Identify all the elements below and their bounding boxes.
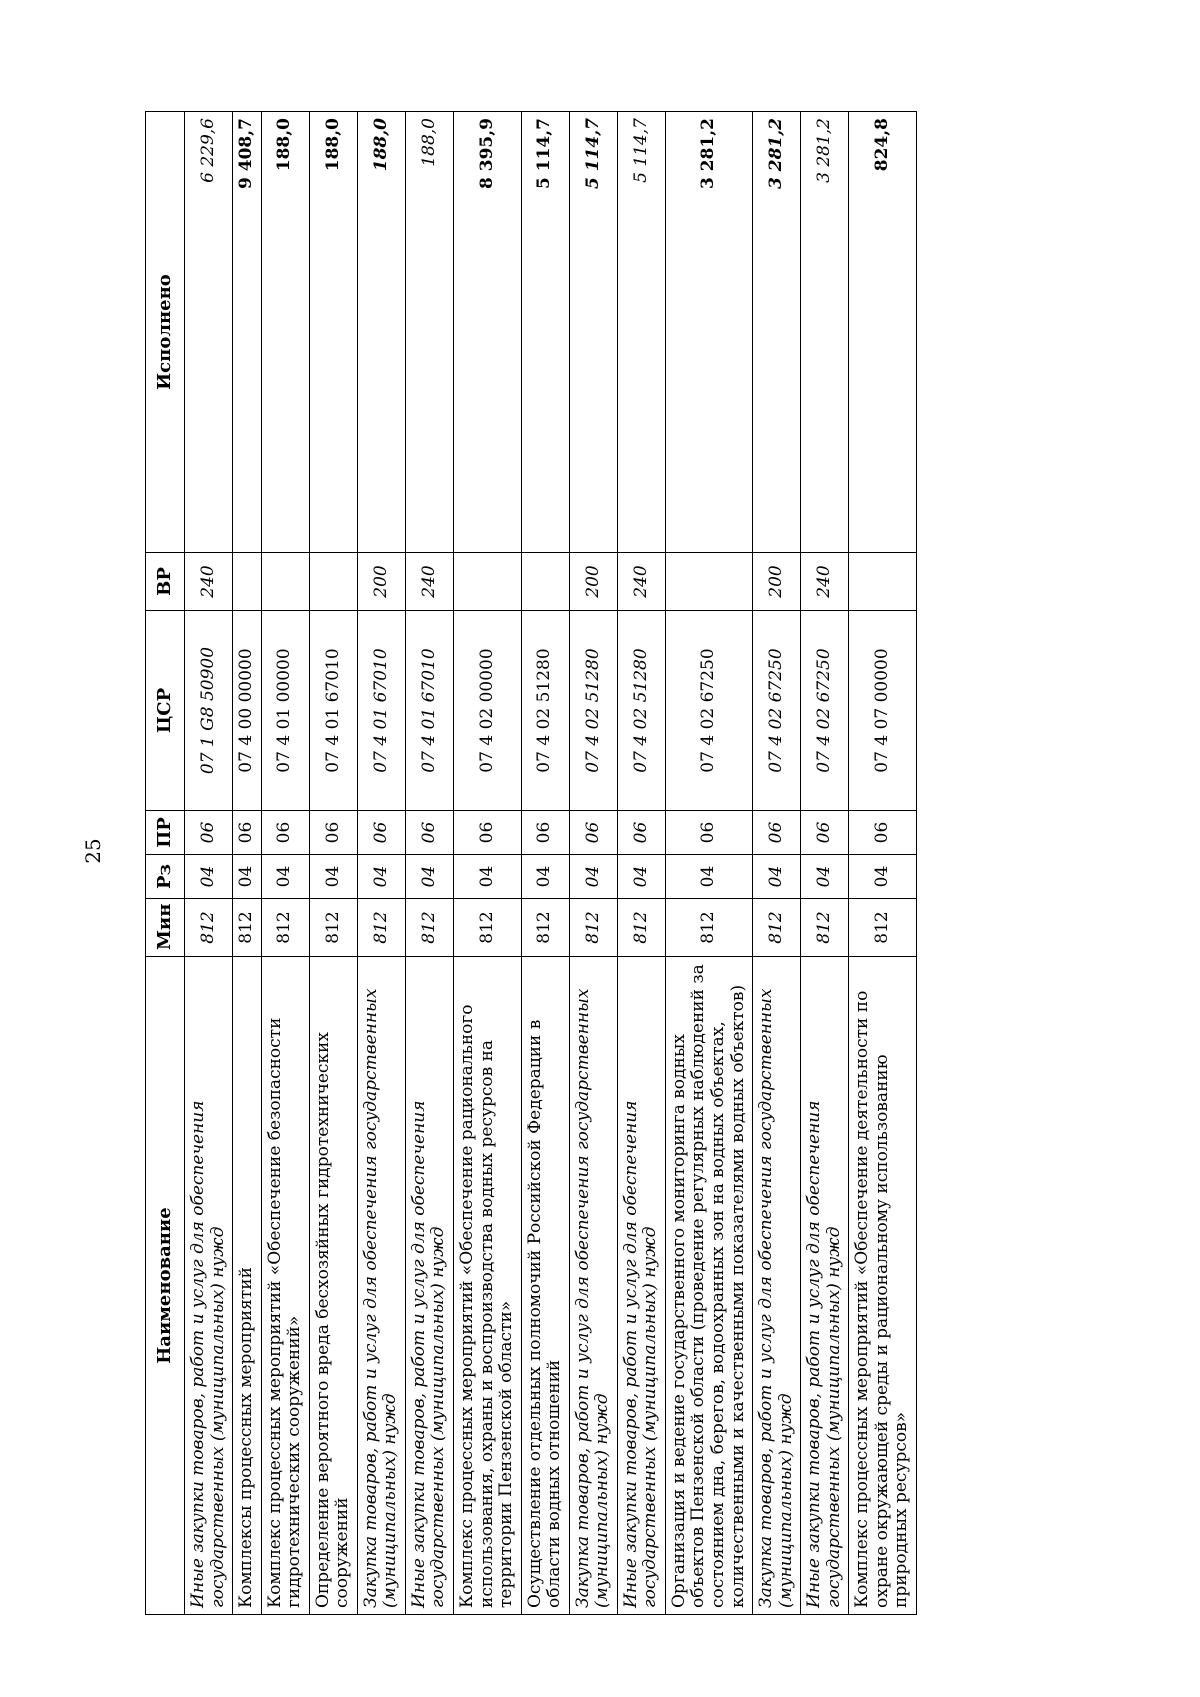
header-name: Наименование	[146, 957, 185, 1615]
cell-name: Осуществление отдельных полномочий Российской Федерации в области водных отношений	[521, 957, 569, 1615]
cell-pr: 06	[405, 811, 453, 855]
cell-csr: 07 4 02 00000	[454, 611, 522, 811]
cell-rz: 04	[801, 855, 849, 899]
cell-csr: 07 4 02 51280	[521, 611, 569, 811]
cell-min: 812	[233, 899, 262, 957]
cell-pr: 06	[233, 811, 262, 855]
cell-pr: 06	[261, 811, 309, 855]
cell-exec: 3 281,2	[665, 112, 752, 553]
cell-vr: 240	[801, 553, 849, 611]
table-row	[454, 112, 522, 1615]
cell-rz: 04	[233, 855, 262, 899]
cell-pr: 06	[521, 811, 569, 855]
cell-min: 812	[753, 899, 801, 957]
cell-csr: 07 4 01 67010	[309, 611, 357, 811]
cell-min: 812	[521, 899, 569, 957]
cell-name: Закупка товаров, работ и услуг для обеспечения государственных (муниципальных) нужд	[753, 957, 801, 1615]
cell-csr: 07 4 02 67250	[665, 611, 752, 811]
cell-exec: 188,0	[405, 112, 453, 553]
cell-csr: 07 4 02 51280	[569, 611, 617, 811]
table-row	[405, 112, 453, 1615]
cell-rz: 04	[261, 855, 309, 899]
cell-name: Организация и ведение государственного мониторинга водных объектов Пензенской области (проведение регулярных наблюдений за состоянием дна, берегов, водоохранных зон на водных объектах, количественными и качественными показателями водных объектов)	[665, 957, 752, 1615]
cell-csr: 07 4 07 00000	[849, 611, 917, 811]
cell-pr: 06	[185, 811, 233, 855]
cell-exec: 9 408,7	[233, 112, 262, 553]
cell-vr: 240	[185, 553, 233, 611]
cell-csr: 07 4 01 67010	[357, 611, 405, 811]
cell-rz: 04	[454, 855, 522, 899]
cell-vr	[665, 553, 752, 611]
cell-min: 812	[405, 899, 453, 957]
cell-name: Закупка товаров, работ и услуг для обеспечения государственных (муниципальных) нужд	[569, 957, 617, 1615]
cell-rz: 04	[617, 855, 665, 899]
cell-pr: 06	[753, 811, 801, 855]
cell-csr: 07 4 02 51280	[617, 611, 665, 811]
cell-exec: 824,8	[849, 112, 917, 553]
cell-rz: 04	[849, 855, 917, 899]
cell-csr: 07 1 G8 50900	[185, 611, 233, 811]
page-number: 25	[81, 838, 105, 864]
cell-pr: 06	[849, 811, 917, 855]
cell-pr: 06	[665, 811, 752, 855]
cell-rz: 04	[569, 855, 617, 899]
cell-vr: 200	[357, 553, 405, 611]
cell-name: Иные закупки товаров, работ и услуг для обеспечения государственных (муниципальных) нужд	[801, 957, 849, 1615]
table-row	[801, 112, 849, 1615]
cell-rz: 04	[309, 855, 357, 899]
table-row	[665, 112, 752, 1615]
cell-pr: 06	[357, 811, 405, 855]
cell-csr: 07 4 00 00000	[233, 611, 262, 811]
table-body	[185, 112, 917, 1615]
header-csr: ЦСР	[146, 611, 185, 811]
header-min: Мин	[146, 899, 185, 957]
header-exec: Исполнено	[146, 112, 185, 553]
cell-pr: 06	[569, 811, 617, 855]
cell-min: 812	[849, 899, 917, 957]
cell-name: Комплекс процессных мероприятий «Обеспечение деятельности по охране окружающей среды и рациональному использованию природных ресурсов»	[849, 957, 917, 1615]
cell-exec: 5 114,7	[569, 112, 617, 553]
cell-min: 812	[309, 899, 357, 957]
table-row	[753, 112, 801, 1615]
cell-rz: 04	[405, 855, 453, 899]
table-header-row	[146, 112, 185, 1615]
cell-vr: 240	[617, 553, 665, 611]
header-rz: Рз	[146, 855, 185, 899]
cell-vr	[454, 553, 522, 611]
cell-rz: 04	[185, 855, 233, 899]
rotated-table-container	[145, 112, 1055, 1615]
cell-exec: 188,0	[309, 112, 357, 553]
table-row	[309, 112, 357, 1615]
cell-pr: 06	[309, 811, 357, 855]
cell-min: 812	[801, 899, 849, 957]
cell-exec: 5 114,7	[617, 112, 665, 553]
table-row	[617, 112, 665, 1615]
cell-name: Иные закупки товаров, работ и услуг для обеспечения государственных (муниципальных) нужд	[617, 957, 665, 1615]
cell-exec: 6 229,6	[185, 112, 233, 553]
cell-vr	[521, 553, 569, 611]
cell-vr	[233, 553, 262, 611]
cell-name: Комплекс процессных мероприятий «Обеспечение безопасности гидротехнических сооружений»	[261, 957, 309, 1615]
cell-exec: 188,0	[261, 112, 309, 553]
cell-name: Иные закупки товаров, работ и услуг для обеспечения государственных (муниципальных) нужд	[185, 957, 233, 1615]
cell-min: 812	[454, 899, 522, 957]
cell-exec: 5 114,7	[521, 112, 569, 553]
cell-rz: 04	[665, 855, 752, 899]
cell-csr: 07 4 01 67010	[405, 611, 453, 811]
cell-min: 812	[569, 899, 617, 957]
cell-rz: 04	[357, 855, 405, 899]
header-vr: ВР	[146, 553, 185, 611]
cell-csr: 07 4 02 67250	[801, 611, 849, 811]
cell-vr: 200	[569, 553, 617, 611]
cell-exec: 3 281,2	[753, 112, 801, 553]
cell-name: Определение вероятного вреда бесхозяйных гидротехнических сооружений	[309, 957, 357, 1615]
cell-name: Закупка товаров, работ и услуг для обеспечения государственных (муниципальных) нужд	[357, 957, 405, 1615]
cell-rz: 04	[753, 855, 801, 899]
cell-csr: 07 4 02 67250	[753, 611, 801, 811]
cell-vr	[849, 553, 917, 611]
cell-exec: 3 281,2	[801, 112, 849, 553]
cell-pr: 06	[617, 811, 665, 855]
cell-exec: 8 395,9	[454, 112, 522, 553]
table-row	[261, 112, 309, 1615]
cell-vr	[309, 553, 357, 611]
cell-min: 812	[261, 899, 309, 957]
table-row	[569, 112, 617, 1615]
cell-exec: 188,0	[357, 112, 405, 553]
cell-min: 812	[185, 899, 233, 957]
cell-name: Комплексы процессных мероприятий	[233, 957, 262, 1615]
budget-table	[145, 111, 917, 1615]
cell-min: 812	[357, 899, 405, 957]
cell-pr: 06	[454, 811, 522, 855]
cell-vr: 240	[405, 553, 453, 611]
table-row	[521, 112, 569, 1615]
cell-name: Иные закупки товаров, работ и услуг для обеспечения государственных (муниципальных) нужд	[405, 957, 453, 1615]
cell-min: 812	[617, 899, 665, 957]
cell-vr: 200	[753, 553, 801, 611]
header-pr: ПР	[146, 811, 185, 855]
table-row	[233, 112, 262, 1615]
cell-vr	[261, 553, 309, 611]
cell-rz: 04	[521, 855, 569, 899]
table-row	[185, 112, 233, 1615]
cell-pr: 06	[801, 811, 849, 855]
cell-name: Комплекс процессных мероприятий «Обеспечение рационального использования, охраны и воспроизводства водных ресурсов на территории Пензенской области»	[454, 957, 522, 1615]
cell-min: 812	[665, 899, 752, 957]
cell-csr: 07 4 01 00000	[261, 611, 309, 811]
table-row	[357, 112, 405, 1615]
table-row	[849, 112, 917, 1615]
